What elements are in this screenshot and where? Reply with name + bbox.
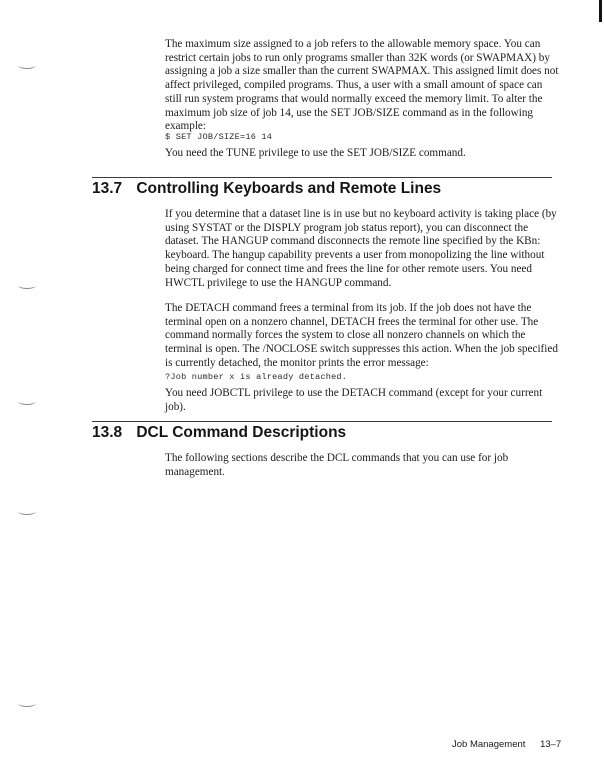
error-message-example: ?Job number x is already detached. bbox=[165, 372, 348, 382]
section-number: 13.7 bbox=[92, 180, 123, 197]
section-title: Controlling Keyboards and Remote Lines bbox=[136, 180, 442, 197]
binding-mark bbox=[18, 282, 36, 289]
section-rule bbox=[92, 177, 552, 178]
body-paragraph: The following sections describe the DCL commands that you can use for job management. bbox=[165, 452, 509, 478]
section-title: DCL Command Descriptions bbox=[136, 424, 347, 441]
page-footer bbox=[452, 739, 561, 750]
body-paragraph: If you determine that a dataset line is in use but no keyboard activity is taking place (by using SYSTAT or the DISPLY program job status report), you can disconnect the dataset. The HANGUP command disconnects the remote line specified by the KBn: keyboard. The hangup capability prevents a user from monopolizing the line without being charged for connect time and frees the line for other remote users. You need HWCTL privilege to use the HANGUP command. bbox=[165, 208, 557, 289]
binding-mark bbox=[18, 700, 36, 707]
section-rule bbox=[92, 421, 552, 422]
footer-chapter-title: Job Management bbox=[452, 739, 526, 750]
privilege-note: You need the TUNE privilege to use the SET JOB/SIZE command. bbox=[165, 147, 466, 159]
section-heading-13-7 bbox=[92, 180, 441, 198]
binding-mark bbox=[18, 508, 36, 515]
section-heading-13-8 bbox=[92, 424, 346, 442]
code-example: $ SET JOB/SIZE=16 14 bbox=[165, 132, 273, 142]
binding-mark bbox=[18, 398, 36, 405]
body-paragraph: The maximum size assigned to a job refers to the allowable memory space. You can restrict certain jobs to run only programs smaller than 32K words (or SWAPMAX) by assigning a job a size smaller than the current SWAPMAX. This assigned limit does not affect privileged, compiled programs. Thus, a user with a small amount of space can still run system programs that would normally exceed the memory limit. To alter the maximum job size of job 14, use the SET JOB/SIZE command as in the following example: bbox=[165, 38, 559, 133]
scan-edge-mark bbox=[599, 0, 602, 22]
binding-mark bbox=[18, 62, 36, 69]
body-paragraph: The DETACH command frees a terminal from its job. If the job does not have the terminal open on a nonzero channel, DETACH frees the terminal for other use. The command normally forces the system to close all nonzero channels on which the terminal is open. The /NOCLOSE switch suppresses this action. When the job specified is currently detached, the monitor prints the error message: bbox=[165, 302, 558, 369]
footer-page-number: 13–7 bbox=[540, 739, 562, 750]
section-number: 13.8 bbox=[92, 424, 123, 441]
privilege-note: You need JOBCTL privilege to use the DETACH command (except for your current job). bbox=[165, 387, 543, 413]
